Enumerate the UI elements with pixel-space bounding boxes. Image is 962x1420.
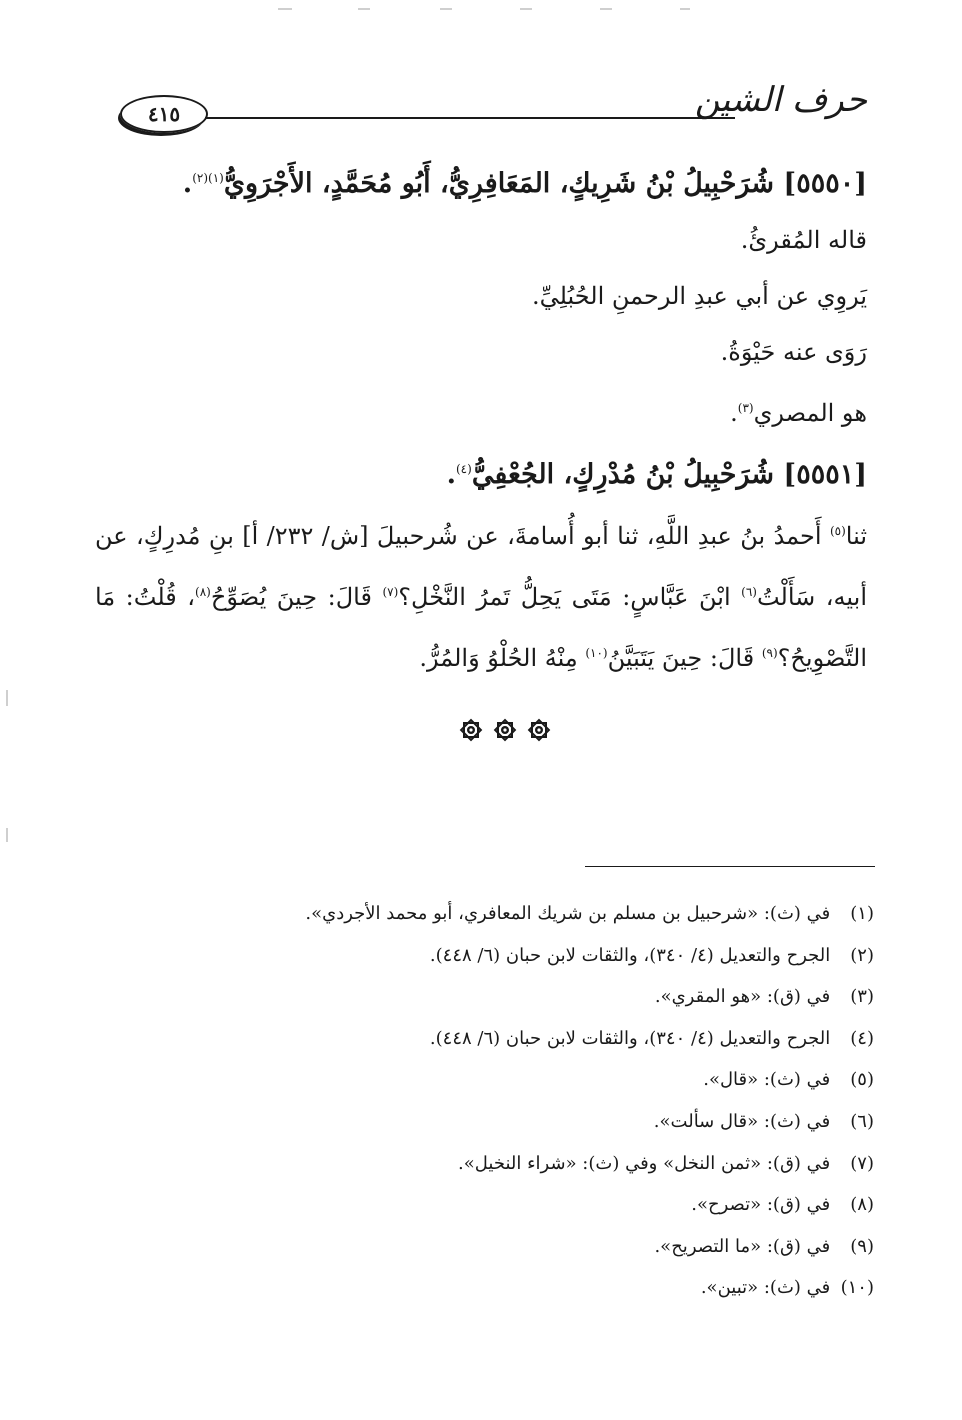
section-divider-ornaments xyxy=(455,710,555,750)
text-span: ، قُلْتُ: مَا التَّصْوِيحُ؟ xyxy=(95,583,867,672)
entry-5550-title: [٥٥٥٠] شُرَحْبِيلُ بْنُ شَرِيكٍ، المَعَافِرِيُّ، أَبُو مُحَمَّدٍ، الأَجْرَوِيُّ xyxy=(223,168,867,199)
scan-speck xyxy=(680,8,690,10)
footnote-text: في (ق): «هو المقري». xyxy=(654,986,831,1008)
footnote-item xyxy=(120,1267,874,1309)
footnote-text: في (ث): «تبين». xyxy=(700,1277,831,1299)
footnote-item xyxy=(120,1018,874,1060)
footnote-item xyxy=(120,976,874,1018)
footnote-number: (٤) xyxy=(850,1027,874,1049)
text-span: قَالَ: حِينَ يَتَبَيَّنُ xyxy=(607,644,762,672)
scan-speck xyxy=(440,8,452,10)
footnote-item xyxy=(120,1059,874,1101)
footnote-number: (٩) xyxy=(850,1235,874,1257)
footnote-item xyxy=(120,1101,874,1143)
main-text xyxy=(95,150,867,686)
page-number-badge xyxy=(120,95,208,133)
text-span: هو المصري xyxy=(753,399,867,427)
scan-speck xyxy=(600,8,612,10)
header-rule xyxy=(205,117,735,119)
scan-speck xyxy=(520,8,532,10)
footnote-text: الجرح والتعديل (٤/ ٣٤٠)، والثقات لابن حبان (٦/ ٤٤٨). xyxy=(429,944,831,966)
footnote-text: في (ق): «تصرح». xyxy=(691,1194,831,1216)
footnote-number: (٨) xyxy=(850,1194,874,1216)
punctuation: . xyxy=(446,459,456,490)
footnote-ref: (٨) xyxy=(195,585,211,599)
footnote-ref: (٧) xyxy=(382,585,399,599)
footnote-text: في (ث): «شرحبيل بن مسلم بن شريك المعافري، أبو محمد الأجردي». xyxy=(305,903,831,924)
footnote-item xyxy=(120,935,874,977)
footnote-text: الجرح والتعديل (٤/ ٣٤٠)، والثقات لابن حبان (٦/ ٤٤٨). xyxy=(429,1027,831,1049)
octagram-flower-icon xyxy=(458,717,484,743)
text-line: يَروِي عن أبي عبدِ الرحمنِ الحُبُلِيِّ. xyxy=(531,282,867,310)
scan-speck xyxy=(358,8,370,10)
text-span: مِنْهُ الحُلْوُ وَالمُرُّ. xyxy=(419,644,586,672)
footnote-number: (٥) xyxy=(850,1069,874,1091)
footnote-ref: (٣) xyxy=(737,401,754,415)
text-span: أَحمدُ بنُ عبدِ اللَّهِ، ثنا أبو أُسامةَ، عن شُرحبيلَ [ش/ ٢٣٢/ أ] بنِ مُدرِكٍ، عن أبيه، سَأَلْتُ xyxy=(95,522,867,611)
footnote-text: في (ث): «قال سألت». xyxy=(653,1110,831,1132)
footnote-separator xyxy=(585,866,875,867)
footnote-item xyxy=(120,893,874,935)
text-span: ابْنَ عَبَّاسٍ: مَتَى يَحِلُّ تَمرُ النَّخْلِ؟ xyxy=(398,583,742,611)
footnote-item xyxy=(120,1143,874,1185)
octagram-flower-icon xyxy=(492,717,518,743)
footnote-ref: (٩) xyxy=(761,646,778,660)
footnote-text: في (ق): «ثمن النخل» وفي (ث): «شراء النخيل». xyxy=(458,1152,831,1174)
scan-speck xyxy=(6,690,8,706)
footnote-item xyxy=(120,1184,874,1226)
chapter-title: حرف الشين xyxy=(694,80,867,120)
text-span: ثنا xyxy=(845,522,867,550)
text-line: قاله المُقرئُ. xyxy=(740,226,867,254)
footnote-ref: (١٠) xyxy=(585,646,608,660)
text-span: قَالَ: حِينَ يُصَوِّحُ xyxy=(210,583,383,611)
punctuation: . xyxy=(182,168,193,199)
footnote-number: (٧) xyxy=(850,1152,874,1174)
entry-5551 xyxy=(95,441,867,503)
footnote-ref: (٤) xyxy=(455,462,472,476)
octagram-flower-icon xyxy=(526,717,552,743)
scan-speck xyxy=(6,828,8,842)
footnote-ref: (١)(٢) xyxy=(192,171,224,185)
entry-5551-title: [٥٥٥١] شُرَحْبِيلُ بْنُ مُدْرِكٍ، الجُعْفِيُّ xyxy=(471,459,867,490)
punctuation: . xyxy=(730,399,738,427)
text-line: رَوَى عنه حَيْوَةُ. xyxy=(720,338,867,366)
footnote-number: (١) xyxy=(850,903,874,924)
footnote-ref: (٦) xyxy=(741,585,757,599)
text-line xyxy=(95,380,867,441)
footnote-ref: (٥) xyxy=(829,524,846,538)
footnote-text: في (ث): «قال». xyxy=(703,1069,831,1091)
footnotes xyxy=(120,893,874,1309)
entry-5550 xyxy=(95,150,867,212)
footnote-text: في (ق): «ما التصريح». xyxy=(654,1235,831,1257)
hadith-paragraph xyxy=(95,503,867,686)
footnote-number: (٦) xyxy=(850,1110,874,1132)
footnote-number: (٢) xyxy=(850,944,874,966)
footnote-item xyxy=(120,1226,874,1268)
page-number: ٤١٥ xyxy=(147,102,181,126)
scan-speck xyxy=(278,8,292,10)
footnote-number: (٣) xyxy=(850,986,874,1008)
footnote-number: (١٠) xyxy=(840,1277,874,1299)
